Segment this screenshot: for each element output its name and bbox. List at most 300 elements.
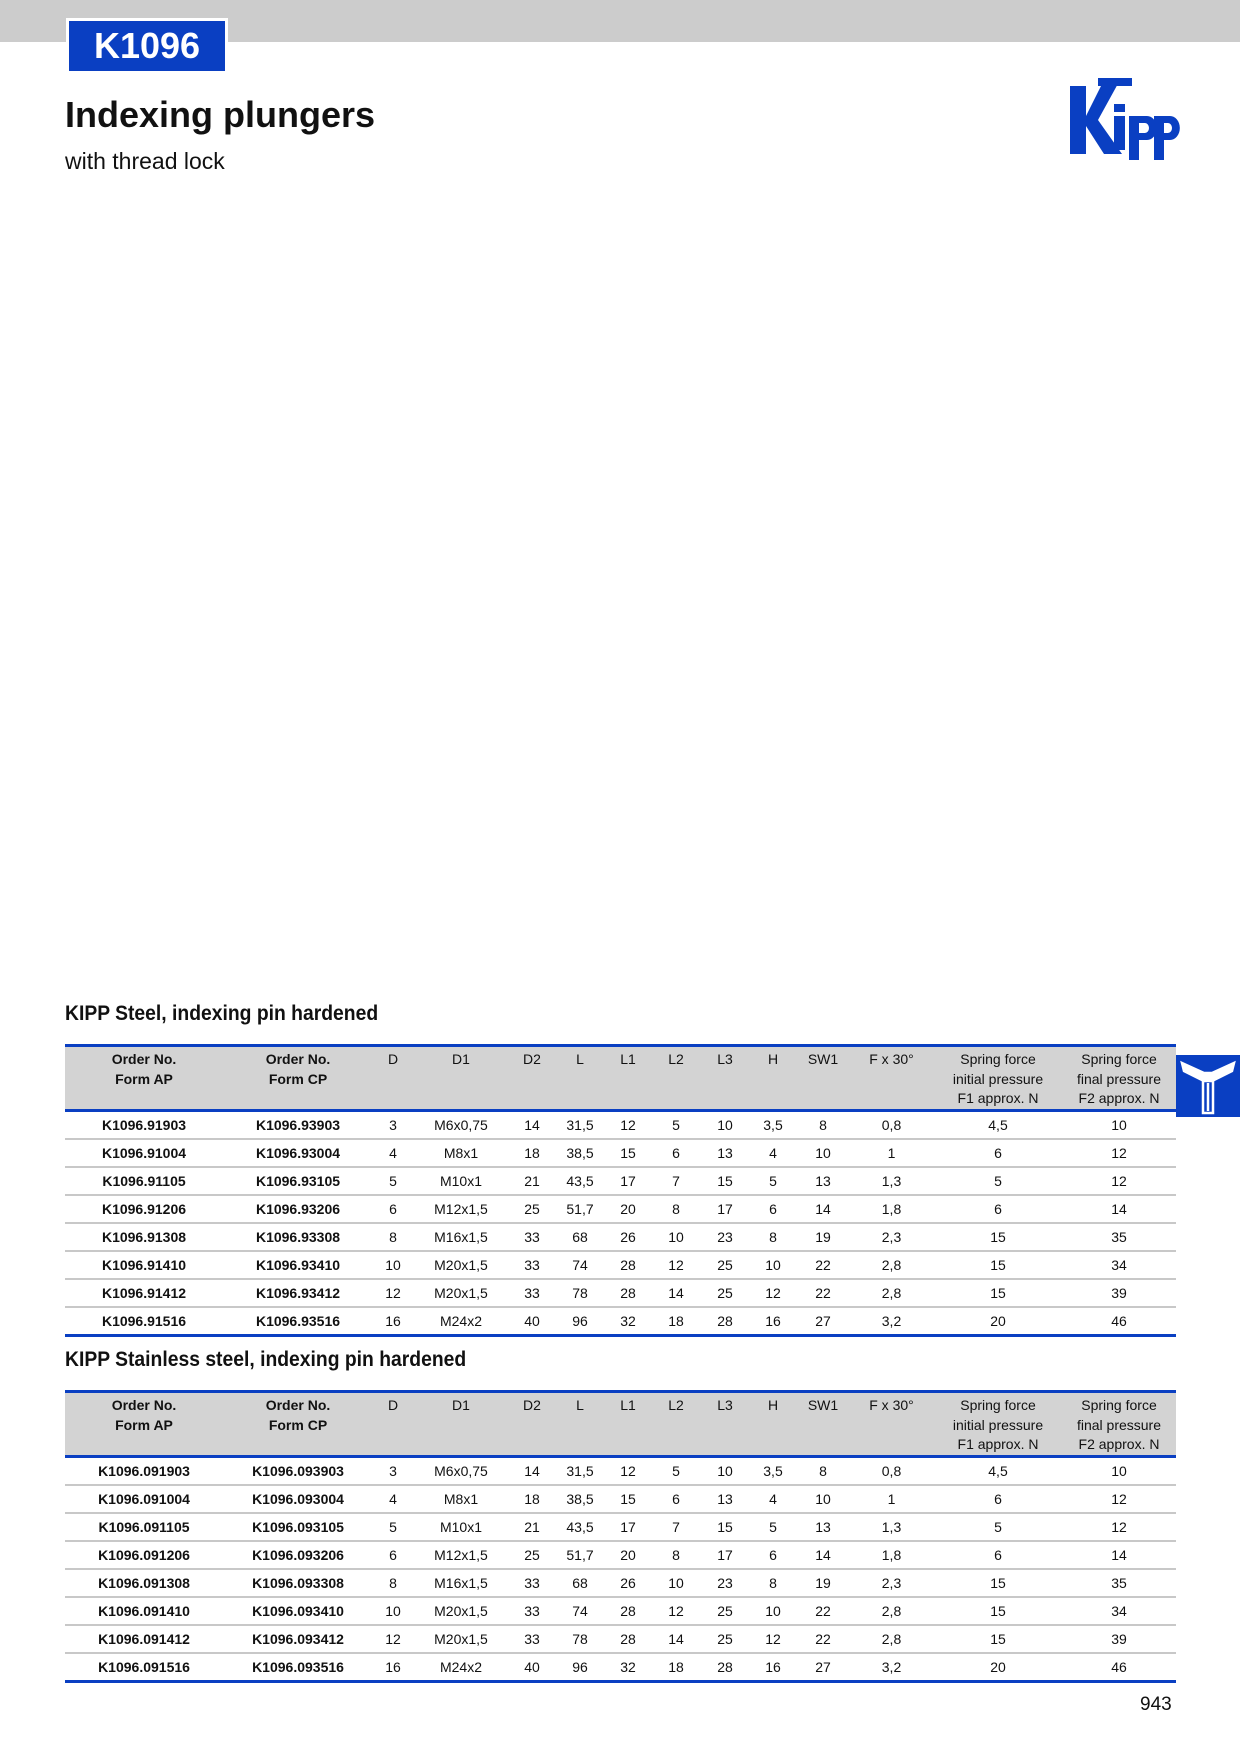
table-cell: 4: [749, 1485, 797, 1513]
order-number-cell: K1096.93308: [223, 1223, 373, 1251]
table-cell: 34: [1062, 1597, 1176, 1625]
page-subtitle: with thread lock: [65, 148, 225, 174]
order-number-cell: K1096.93410: [223, 1251, 373, 1279]
table-cell: 6: [749, 1195, 797, 1223]
indexing-plunger-icon: [1176, 1055, 1240, 1117]
column-header-line: L: [576, 1397, 584, 1413]
column-header-line: final pressure: [1076, 1416, 1162, 1433]
table-cell: M16x1,5: [413, 1569, 509, 1597]
table-cell: 4,5: [934, 1456, 1062, 1485]
table-cell: 40: [509, 1307, 555, 1336]
column-header-line: H: [767, 1051, 779, 1067]
header-row: [65, 1392, 1176, 1457]
table-row: [65, 1653, 1176, 1682]
table-cell: 6: [651, 1139, 701, 1167]
table-cell: 0,8: [849, 1456, 934, 1485]
table-cell: 14: [1062, 1195, 1176, 1223]
table-cell: 5: [651, 1456, 701, 1485]
table-cell: 15: [605, 1139, 651, 1167]
column-header-line: D: [387, 1051, 399, 1067]
table-cell: 10: [797, 1485, 849, 1513]
table-cell: 46: [1062, 1307, 1176, 1336]
table-cell: 12: [1062, 1513, 1176, 1541]
column-header-line: L: [576, 1051, 584, 1067]
column-header-line: Order No.: [265, 1397, 331, 1413]
table-cell: M20x1,5: [413, 1625, 509, 1653]
column-header: [65, 1392, 223, 1457]
product-code-badge: [66, 18, 228, 74]
table-cell: 5: [373, 1513, 413, 1541]
column-header: [223, 1046, 373, 1111]
table-cell: 3,2: [849, 1307, 934, 1336]
column-header-line: L3: [717, 1397, 733, 1413]
order-number-cell: K1096.091412: [65, 1625, 223, 1653]
table-cell: 4: [373, 1485, 413, 1513]
table-cell: 68: [555, 1569, 605, 1597]
table-row: [65, 1456, 1176, 1485]
table-cell: 33: [509, 1569, 555, 1597]
column-header: [849, 1392, 934, 1457]
table-cell: 10: [797, 1139, 849, 1167]
column-header: [605, 1392, 651, 1457]
table-cell: 6: [934, 1485, 1062, 1513]
table-cell: 28: [605, 1597, 651, 1625]
column-header-line: Spring force: [960, 1051, 1036, 1067]
table-cell: 21: [509, 1513, 555, 1541]
kipp-logo-icon: [1068, 76, 1180, 162]
table-cell: 13: [701, 1139, 749, 1167]
table-row: [65, 1110, 1176, 1139]
order-number-cell: K1096.091004: [65, 1485, 223, 1513]
table-cell: 43,5: [555, 1167, 605, 1195]
order-number-cell: K1096.93206: [223, 1195, 373, 1223]
table-cell: 17: [605, 1513, 651, 1541]
order-number-cell: K1096.091308: [65, 1569, 223, 1597]
table-header: [65, 1392, 1176, 1457]
column-header-line: F1 approx. N: [957, 1436, 1039, 1452]
table-cell: M8x1: [413, 1139, 509, 1167]
table-cell: 31,5: [555, 1456, 605, 1485]
order-number-cell: K1096.91412: [65, 1279, 223, 1307]
table-cell: 10: [749, 1251, 797, 1279]
table-cell: 3,2: [849, 1653, 934, 1682]
table-cell: 10: [749, 1597, 797, 1625]
table-cell: 0,8: [849, 1110, 934, 1139]
table-cell: M20x1,5: [413, 1597, 509, 1625]
table-cell: 6: [934, 1139, 1062, 1167]
table-cell: 16: [749, 1653, 797, 1682]
table-cell: 78: [555, 1625, 605, 1653]
column-header: [749, 1046, 797, 1111]
column-header: [1062, 1046, 1176, 1111]
column-header-line: Form AP: [115, 1416, 173, 1433]
table-cell: 96: [555, 1307, 605, 1336]
table-row: [65, 1569, 1176, 1597]
table-cell: M24x2: [413, 1653, 509, 1682]
column-header: [651, 1046, 701, 1111]
table-cell: 12: [373, 1625, 413, 1653]
table-body: [65, 1456, 1176, 1681]
column-header: [555, 1046, 605, 1111]
column-header-line: H: [767, 1397, 779, 1413]
column-header-line: Order No.: [111, 1397, 177, 1413]
table-cell: 8: [749, 1223, 797, 1251]
column-header: [797, 1046, 849, 1111]
table-row: [65, 1625, 1176, 1653]
table-cell: 39: [1062, 1279, 1176, 1307]
table-cell: 6: [373, 1541, 413, 1569]
table-cell: 15: [934, 1597, 1062, 1625]
table-cell: 18: [651, 1653, 701, 1682]
table-cell: 32: [605, 1307, 651, 1336]
table-cell: 5: [651, 1110, 701, 1139]
table-cell: 2,8: [849, 1251, 934, 1279]
table-cell: 7: [651, 1167, 701, 1195]
table-row: [65, 1139, 1176, 1167]
table-cell: M8x1: [413, 1485, 509, 1513]
column-header: [651, 1392, 701, 1457]
table-cell: 26: [605, 1223, 651, 1251]
table-cell: 6: [373, 1195, 413, 1223]
table-cell: 4: [373, 1139, 413, 1167]
table-cell: 28: [605, 1625, 651, 1653]
table-cell: 15: [934, 1625, 1062, 1653]
order-number-cell: K1096.93903: [223, 1110, 373, 1139]
table-cell: 6: [934, 1195, 1062, 1223]
table-cell: 10: [651, 1223, 701, 1251]
table-cell: M20x1,5: [413, 1279, 509, 1307]
column-header: [413, 1392, 509, 1457]
column-header-line: final pressure: [1076, 1070, 1162, 1087]
table-cell: 13: [797, 1167, 849, 1195]
table-cell: 51,7: [555, 1195, 605, 1223]
column-header-line: F x 30°: [869, 1397, 914, 1413]
table-cell: 14: [797, 1195, 849, 1223]
table-cell: 5: [373, 1167, 413, 1195]
table-cell: 21: [509, 1167, 555, 1195]
order-number-cell: K1096.093410: [223, 1597, 373, 1625]
table-cell: 2,3: [849, 1569, 934, 1597]
table-cell: M24x2: [413, 1307, 509, 1336]
table-cell: 8: [749, 1569, 797, 1597]
table-cell: 1,8: [849, 1195, 934, 1223]
order-number-cell: K1096.091105: [65, 1513, 223, 1541]
order-number-cell: K1096.093004: [223, 1485, 373, 1513]
table-cell: 33: [509, 1223, 555, 1251]
table-cell: 26: [605, 1569, 651, 1597]
table-cell: 74: [555, 1251, 605, 1279]
table-cell: 78: [555, 1279, 605, 1307]
table-cell: 25: [509, 1541, 555, 1569]
column-header-line: Order No.: [265, 1051, 331, 1067]
table-cell: 12: [1062, 1167, 1176, 1195]
table-cell: 15: [934, 1569, 1062, 1597]
column-header-line: Form CP: [268, 1070, 328, 1087]
table-cell: 14: [509, 1110, 555, 1139]
table-cell: 38,5: [555, 1485, 605, 1513]
table-cell: 5: [934, 1167, 1062, 1195]
table-cell: 39: [1062, 1625, 1176, 1653]
column-header: [65, 1046, 223, 1111]
table-cell: 14: [509, 1456, 555, 1485]
table-row: [65, 1279, 1176, 1307]
table-row: [65, 1485, 1176, 1513]
column-header-line: F2 approx. N: [1078, 1090, 1160, 1106]
table-row: [65, 1195, 1176, 1223]
table-cell: 12: [605, 1110, 651, 1139]
table-cell: 22: [797, 1251, 849, 1279]
table-cell: 28: [701, 1653, 749, 1682]
side-tab: [1176, 1055, 1240, 1117]
table-cell: M6x0,75: [413, 1110, 509, 1139]
table-cell: 5: [749, 1513, 797, 1541]
section-title-stainless: KIPP Stainless steel, indexing pin hardened: [65, 1348, 467, 1371]
order-number-cell: K1096.091410: [65, 1597, 223, 1625]
table-cell: 8: [651, 1195, 701, 1223]
table-cell: 18: [651, 1307, 701, 1336]
table-cell: 35: [1062, 1569, 1176, 1597]
table-cell: 10: [701, 1456, 749, 1485]
table-cell: 2,8: [849, 1597, 934, 1625]
table-cell: 22: [797, 1279, 849, 1307]
order-number-cell: K1096.093412: [223, 1625, 373, 1653]
column-header-line: D: [387, 1397, 399, 1413]
table-cell: 15: [605, 1485, 651, 1513]
table-cell: 20: [605, 1541, 651, 1569]
table-cell: 14: [797, 1541, 849, 1569]
table-cell: 3,5: [749, 1110, 797, 1139]
table-cell: 12: [373, 1279, 413, 1307]
table-cell: 22: [797, 1597, 849, 1625]
order-number-cell: K1096.91308: [65, 1223, 223, 1251]
table-cell: 19: [797, 1569, 849, 1597]
table-cell: 1: [849, 1139, 934, 1167]
table-cell: 17: [701, 1541, 749, 1569]
table-cell: 8: [651, 1541, 701, 1569]
page-number: 943: [1140, 1694, 1172, 1715]
table-cell: 12: [749, 1625, 797, 1653]
table-cell: 12: [651, 1251, 701, 1279]
table-cell: 28: [701, 1307, 749, 1336]
order-number-cell: K1096.91903: [65, 1110, 223, 1139]
table-cell: 32: [605, 1653, 651, 1682]
table-cell: 3,5: [749, 1456, 797, 1485]
table-cell: 25: [701, 1625, 749, 1653]
table-header: [65, 1046, 1176, 1111]
order-number-cell: K1096.91004: [65, 1139, 223, 1167]
order-number-cell: K1096.93412: [223, 1279, 373, 1307]
column-header-line: F2 approx. N: [1078, 1436, 1160, 1452]
table-cell: 4,5: [934, 1110, 1062, 1139]
table-cell: 4: [749, 1139, 797, 1167]
column-header-line: initial pressure: [952, 1416, 1044, 1433]
table-cell: 12: [651, 1597, 701, 1625]
table-cell: 27: [797, 1307, 849, 1336]
order-number-cell: K1096.091206: [65, 1541, 223, 1569]
column-header-line: L2: [668, 1397, 684, 1413]
table-cell: 10: [1062, 1456, 1176, 1485]
table-cell: 1,3: [849, 1167, 934, 1195]
table-cell: 12: [1062, 1139, 1176, 1167]
column-header-line: SW1: [807, 1051, 839, 1067]
table-cell: 74: [555, 1597, 605, 1625]
table-cell: 15: [934, 1251, 1062, 1279]
table-cell: 5: [934, 1513, 1062, 1541]
table-row: [65, 1167, 1176, 1195]
table-cell: 8: [373, 1223, 413, 1251]
table-cell: 20: [605, 1195, 651, 1223]
table-cell: 25: [701, 1597, 749, 1625]
table-cell: 23: [701, 1223, 749, 1251]
table-cell: 33: [509, 1279, 555, 1307]
table-cell: 18: [509, 1139, 555, 1167]
table-cell: 2,3: [849, 1223, 934, 1251]
column-header: [413, 1046, 509, 1111]
table-row: [65, 1223, 1176, 1251]
table-cell: 40: [509, 1653, 555, 1682]
table-cell: 12: [1062, 1485, 1176, 1513]
section-title-steel: KIPP Steel, indexing pin hardened: [65, 1002, 379, 1025]
table-cell: 51,7: [555, 1541, 605, 1569]
order-number-cell: K1096.091516: [65, 1653, 223, 1682]
column-header: [373, 1046, 413, 1111]
column-header: [749, 1392, 797, 1457]
table-cell: 28: [605, 1279, 651, 1307]
column-header-line: SW1: [807, 1397, 839, 1413]
column-header-line: Spring force: [1081, 1397, 1157, 1413]
column-header-line: D2: [523, 1051, 541, 1067]
table-cell: 33: [509, 1251, 555, 1279]
table-cell: 3: [373, 1456, 413, 1485]
page-title: Indexing plungers: [65, 94, 376, 135]
table-cell: 38,5: [555, 1139, 605, 1167]
column-header: [934, 1046, 1062, 1111]
column-header: [849, 1046, 934, 1111]
order-number-cell: K1096.093308: [223, 1569, 373, 1597]
header-row: [65, 1046, 1176, 1111]
table-cell: 25: [701, 1279, 749, 1307]
column-header-line: L3: [717, 1051, 733, 1067]
order-number-cell: K1096.93516: [223, 1307, 373, 1336]
table-cell: 13: [701, 1485, 749, 1513]
table-cell: 17: [701, 1195, 749, 1223]
table-cell: 31,5: [555, 1110, 605, 1139]
table-cell: 10: [1062, 1110, 1176, 1139]
table-cell: 13: [797, 1513, 849, 1541]
table-cell: 25: [509, 1195, 555, 1223]
table-cell: 2,8: [849, 1279, 934, 1307]
column-header: [509, 1392, 555, 1457]
column-header: [605, 1046, 651, 1111]
table-cell: M10x1: [413, 1167, 509, 1195]
column-header-line: D2: [523, 1397, 541, 1413]
column-header: [701, 1046, 749, 1111]
table-cell: 6: [934, 1541, 1062, 1569]
order-number-cell: K1096.093516: [223, 1653, 373, 1682]
table-row: [65, 1513, 1176, 1541]
table-cell: 10: [701, 1110, 749, 1139]
table-cell: 20: [934, 1307, 1062, 1336]
order-number-cell: K1096.91516: [65, 1307, 223, 1336]
column-header: [223, 1392, 373, 1457]
product-code: K1096: [69, 21, 225, 71]
table-row: [65, 1307, 1176, 1336]
table-cell: 7: [651, 1513, 701, 1541]
column-header: [373, 1392, 413, 1457]
column-header: [701, 1392, 749, 1457]
table-cell: 10: [373, 1597, 413, 1625]
column-header-line: L1: [620, 1397, 636, 1413]
table-cell: 14: [651, 1279, 701, 1307]
table-cell: 17: [605, 1167, 651, 1195]
column-header-line: L2: [668, 1051, 684, 1067]
table-cell: 15: [934, 1223, 1062, 1251]
table-cell: 43,5: [555, 1513, 605, 1541]
table-cell: 8: [797, 1456, 849, 1485]
table-cell: M12x1,5: [413, 1541, 509, 1569]
table-cell: 23: [701, 1569, 749, 1597]
table-cell: 14: [1062, 1541, 1176, 1569]
column-header-line: L1: [620, 1051, 636, 1067]
table-cell: 5: [749, 1167, 797, 1195]
column-header-line: Spring force: [960, 1397, 1036, 1413]
column-header-line: D1: [452, 1397, 470, 1413]
table-cell: M10x1: [413, 1513, 509, 1541]
table-cell: 96: [555, 1653, 605, 1682]
table-cell: 33: [509, 1597, 555, 1625]
table-row: [65, 1541, 1176, 1569]
column-header: [509, 1046, 555, 1111]
table-cell: 2,8: [849, 1625, 934, 1653]
table-cell: 20: [934, 1653, 1062, 1682]
table-cell: M16x1,5: [413, 1223, 509, 1251]
order-number-cell: K1096.91206: [65, 1195, 223, 1223]
table-cell: 33: [509, 1625, 555, 1653]
column-header-line: F1 approx. N: [957, 1090, 1039, 1106]
table-cell: 10: [651, 1569, 701, 1597]
table-cell: M12x1,5: [413, 1195, 509, 1223]
table-cell: 34: [1062, 1251, 1176, 1279]
table-cell: 16: [373, 1653, 413, 1682]
table-cell: 22: [797, 1625, 849, 1653]
table-cell: 6: [749, 1541, 797, 1569]
table-cell: 1,3: [849, 1513, 934, 1541]
table-cell: 8: [373, 1569, 413, 1597]
table-row: [65, 1597, 1176, 1625]
column-header-line: D1: [452, 1051, 470, 1067]
stainless-spec-table: [65, 1390, 1176, 1683]
table-cell: 15: [701, 1513, 749, 1541]
column-header: [797, 1392, 849, 1457]
table-cell: 15: [934, 1279, 1062, 1307]
column-header: [1062, 1392, 1176, 1457]
column-header: [934, 1392, 1062, 1457]
order-number-cell: K1096.93004: [223, 1139, 373, 1167]
column-header-line: Order No.: [111, 1051, 177, 1067]
column-header-line: F x 30°: [869, 1051, 914, 1067]
table-row: [65, 1251, 1176, 1279]
table-cell: 6: [651, 1485, 701, 1513]
table-cell: 46: [1062, 1653, 1176, 1682]
table-cell: 12: [605, 1456, 651, 1485]
table-cell: 14: [651, 1625, 701, 1653]
steel-spec-table: [65, 1044, 1176, 1337]
order-number-cell: K1096.093105: [223, 1513, 373, 1541]
table-body: [65, 1110, 1176, 1335]
table-cell: 16: [749, 1307, 797, 1336]
table-cell: 1,8: [849, 1541, 934, 1569]
order-number-cell: K1096.93105: [223, 1167, 373, 1195]
